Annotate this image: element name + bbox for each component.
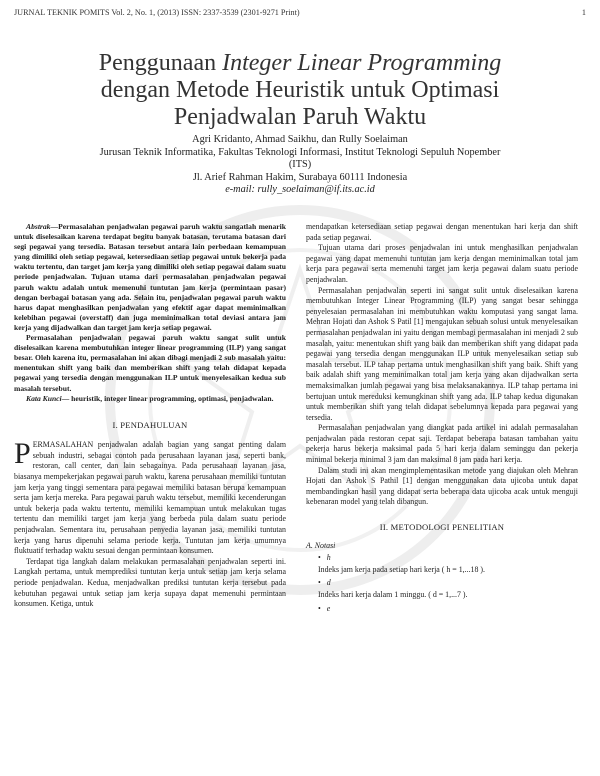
paper-title: Penggunaan Integer Linear Programming dengan Metode Heuristik untuk Optimasi Penjadwalan Paruh Waktu (40, 50, 560, 131)
notation-e: • e (318, 603, 331, 613)
affiliation-abbr: (ITS) (288, 159, 312, 171)
subsection-notasi: A. Notasi (306, 540, 336, 550)
left-column (14, 222, 286, 610)
address: Jl. Arief Rahman Hakim, Surabaya 60111 Indonesia (192, 171, 408, 183)
author-block (20, 134, 580, 197)
keywords: Kata Kunci— heuristik, integer linear programming, optimasi, penjadwalan. (26, 393, 274, 403)
abstract: Abstrak—Permasalahan penjadwalan pegawai paruh waktu sangatlah menarik untuk diselesaikan karena terdapat begitu banyak batasan, terutama batasan dari segi pegawai yang tersedia. Batasan tersebut antara lain perbedaan kemampuan yang dimiliki oleh setiap pegawai, ketersediaan setiap pegawai untuk bekerja pada waktu tertentu, dan target jam kerja yang dimiliki oleh setiap pegawai dalam suatu periode penjadwalan. Tujuan utama dari permasalahan penjadwalan pegawai paruh waktu adalah untuk memenuhi tuntutan jam kerja (permintaan pasar) dengan berbagai batasan yang ada. Selain itu, penjadwalan pegawai paruh waktu harus dapat menghasilkan penjadwalan yang efektif agar dapat meminimalkan kelebihan pegawai (overstaff) dan juga meminimalkan total deviasi antara jam kerja yang dijadwalkan dan target jam kerja setiap pegawai. (14, 222, 286, 332)
title-emphasis: Integer Linear Programming (222, 50, 502, 76)
right-paragraph-3: Permasalahan penjadwalan seperti ini sangat sulit untuk diselesaikan karena membutuhkan Integer Linear Programming (ILP) yang sangat besar sehingga penyelesaian permasalahan ini membutuhkan waktu komputasi yang sangat lama. Mehran Hojati dan Ashok S Patil [1] mengajukan sebuah solusi untuk menyelesaikan permasalahan penjadwalan ini yaitu dengan membagi permasalahan ini menjadi 2 sub masalah, yaitu: menentukan shift yang baik dan memberikan shift yang didapat pada pegawai yang tersedia dengan menggunakan ILP untuk menyelesaikan setiap sub masalah tersebut. ILP tahap pertama untuk menghasilkan shift yang baik. Shift yang baik adalah shift yang meminimalkan total jam kerja yang akan dijadwalkan serta memaksimalkan jumlah pegawai yang bisa melaksanakannya. ILP tahap pertama ini bertujuan untuk mereduksi kemungkinan shift yang ada. ILP tahap kedua digunakan untuk memberikan shift yang telah didapat sebelumnya kepada para pegawai yang tersedia. (306, 285, 578, 422)
title-line-3: Penjadwalan Paruh Waktu (173, 104, 427, 130)
affiliation: Jurusan Teknik Informatika, Fakultas Teknologi Informasi, Institut Teknologi Sepuluh Nopember (99, 146, 501, 158)
page-number: 1 (581, 8, 586, 17)
intro-paragraph-1: PERMASALAHAN penjadwalan adalah bagian yang sangat penting dalam sebuah industri, sebagai contoh pada perusahaan layanan jasa, seperti bank, restoran, call center, dan lain sebagainya. Pada perusahaan layanan jasa, biasanya mempekerjakan pegawai paruh waktu, karena perusahaan memiliki tuntutan jam kerja yang tinggi sementara para pegawai memiliki batasan berupa kemampuan serta jam kerja mereka. Para pegawai paruh waktu tersebut, memiliki kecenderungan untuk bekerja pada waktu tertentu, memiliki kemampuan untuk melakukan tugas tertentu dan memiliki target jam kerja yang berbeda pula dalam suatu periode penjadwalan. Sementara itu, perusahaan penyedia layanan jasa, memiliki tuntutan kerja yang harus dipenuhi selama periode kerja. Tuntutan jam kerja umumnya fluktuatif terhadap waktu sesuai dengan permintaan konsumen. (14, 437, 286, 556)
notation-h: • h (318, 553, 331, 563)
journal-header (14, 8, 586, 17)
email: e-mail: rully_soelaiman@if.its.ac.id (225, 184, 375, 196)
intro-paragraph-2: Terdapat tiga langkah dalam melakukan permasalahan penjadwalan seperti ini. Langkah pertama, untuk memprediksi tuntutan kerja untuk setiap jam kerja selama periode penjadwalan. Kedua, menjadwalkan prediksi tuntutan kerja tersebut pada kebutuhan pegawai untuk setiap jam kerja supaya dapat memenuhi permintaan konsumen. Ketiga, untuk (14, 556, 286, 609)
right-paragraph-1: mendapatkan ketersediaan setiap pegawai dengan menentukan hari kerja dan shift pada setiap pegawai. (306, 222, 578, 242)
keywords-label: Kata Kunci (26, 393, 62, 403)
title-line-2: dengan Metode Heuristik untuk Optimasi (100, 77, 500, 103)
journal-info: JURNAL TEKNIK POMITS Vol. 2, No. 1, (2013) ISSN: 2337-3539 (2301-9271 Print) (14, 8, 300, 17)
abstract-label: Abstrak (26, 222, 51, 231)
right-paragraph-4: Permasalahan penjadwalan yang diangkat pada artikel ini adalah permasalahan penjadwalan pada restoran cepat saji. Terdapat beberapa batasan tambahan yaitu pekerja harus bekerja maksimal pada 5 hari kerja dalam seminggu dan pekerja minimal bekerja minimal 3 jam dan maksimal 8 jam pada hari kerja. (306, 423, 578, 465)
section-heading-method: II. METODOLOGI PENELITIAN (379, 522, 505, 533)
abstract-p2: Permasalahan penjadwalan pegawai paruh waktu sangat sulit untuk diselesaikan karena membutuhkan integer linear programming (ILP) yang sangat besar. Oleh karena itu, permasalahan ini akan dibagi menjadi 2 sub masalah yaitu: menentukan shift yang baik dan memberikan shift yang telah didapat kepada pegawai yang tersedia dengan menggunakan ILP untuk menyelesaikan kedua sub masalah tersebut. (14, 333, 286, 393)
notation-h-def: Indeks jam kerja pada setiap hari kerja ( h = 1,...18 ). (318, 564, 486, 574)
section-heading-intro: I. PENDAHULUAN (112, 419, 188, 430)
right-column (306, 222, 578, 614)
drop-cap: P (14, 437, 31, 471)
right-paragraph-5: Dalam studi ini akan mengimplementasikan metode yang diajukan oleh Mehran Hojati dan Ashok S Pathil [1] dengan menggunakan data ujicoba untuk dapat membandingkan hasil yang didapat serta beberapa data ujicoba acak untuk menguji kebenaran model yang telah dibangun. (306, 465, 578, 507)
author-names: Agri Kridanto, Ahmad Saikhu, dan Rully Soelaiman (192, 134, 408, 145)
right-paragraph-2: Tujuan utama dari proses penjadwalan ini untuk menghasilkan penjadwalan pegawai yang dapat memenuhi tuntutan jam kerja dengan meminimalkan total jam kerja para pegawai serta memenuhi target jam kerja pegawai dalam suatu periode penjadwalan. (306, 243, 578, 284)
notation-d: • d (318, 578, 331, 588)
notation-d-def: Indeks hari kerja dalam 1 minggu. ( d = 1,...7 ). (318, 590, 468, 599)
